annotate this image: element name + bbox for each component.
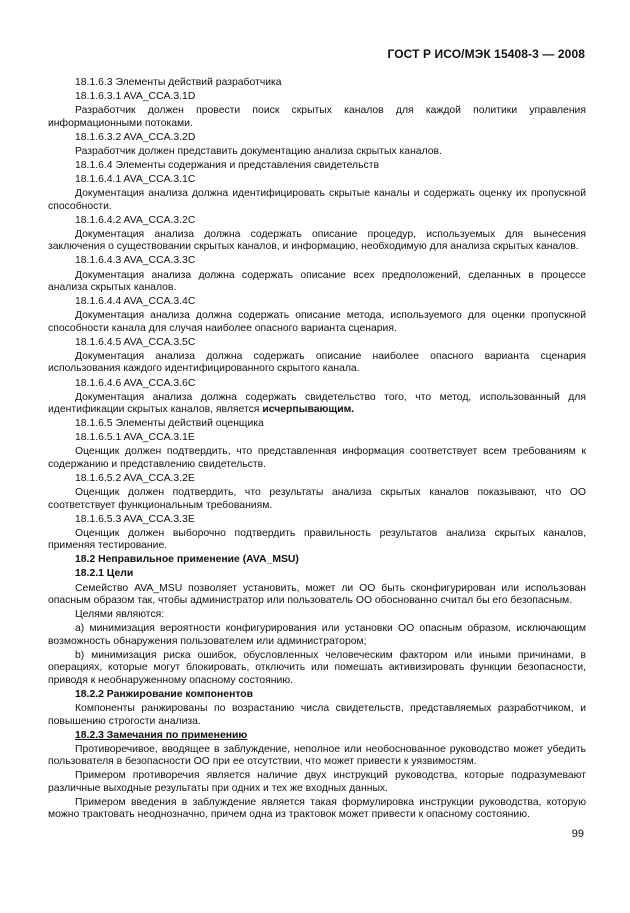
paragraph: Противоречивое, вводящее в заблуждение, неполное или необоснованное руководство может убедить пользователя в безопасности ОО при ее отсутствии, что может привести к уязвимостям. — [48, 743, 586, 768]
element-id: 18.1.6.5.3 AVA_CCA.3.3E — [75, 513, 195, 525]
page-body — [48, 77, 586, 823]
element-id: 18.1.6.5.2 AVA_CCA.3.2E — [75, 472, 195, 484]
underlined-heading: 18.2.3 Замечания по применению — [75, 729, 248, 741]
paragraph: Семейство AVA_MSU позволяет установить, может ли ОО быть сконфигурирован или использован опасным образом так, чтобы администратор или пользователь ОО обоснованно считал бы его безопасным. — [48, 582, 586, 607]
page-number: 99 — [571, 828, 584, 840]
element-id: 18.1.6.4.6 AVA_CCA.3.6C — [75, 377, 196, 389]
paragraph-text: Документация анализа должна содержать свидетельство того, что метод, использованный для идентификации скрытых каналов, является — [48, 391, 586, 416]
paragraph: Компоненты ранжированы по возрастанию числа свидетельств, представляемых разработчиком, и повышению строгости анализа. — [48, 703, 586, 727]
subsection-heading — [48, 730, 586, 743]
element-id: 18.1.6.4.1 AVA_CCA.3.1C — [75, 174, 196, 186]
paragraph: Примером противоречия является наличие двух инструкций руководства, которые подразумевают различные выходные результаты при одних и тех же входных данных. — [48, 770, 586, 794]
paragraph: Оценщик должен подтвердить, что представленная информация соответствует всем требованиям к содержанию и представлению свидетельств. — [48, 446, 586, 470]
paragraph: Целями являются: — [75, 609, 165, 621]
paragraph: Оценщик должен подтвердить, что результаты анализа скрытых каналов показывают, что ОО соответствует функциональным требованиям. — [48, 487, 586, 511]
list-item: а) минимизация вероятности конфигурирования или установки ОО опасным образом, исключающим возможность обнаружения пользователем или администратором; — [48, 623, 586, 647]
section-heading: 18.2 Неправильное применение (AVA_MSU) — [75, 554, 299, 566]
paragraph — [48, 392, 586, 417]
element-id: 18.1.6.5.1 AVA_CCA.3.1E — [75, 432, 195, 444]
paragraph: Оценщик должен выборочно подтвердить правильность результатов анализа скрытых каналов, применяя тестирование. — [48, 527, 586, 552]
subsection-heading: 18.1.6.3 Элементы действий разработчика — [75, 77, 282, 88]
paragraph: Документация анализа должна содержать описание процедур, используемых для вынесения заключения о существовании скрытых каналов, и информацию, необходимую для анализа скрытых каналов. — [48, 228, 586, 253]
paragraph: Документация анализа должна содержать описание всех предположений, сделанных в процессе анализа скрытых каналов. — [48, 269, 586, 294]
list-item: b) минимизация риска ошибок, обусловленных человеческим фактором или иными причинами, в операциях, которые могут блокировать, отключить или помешать активизировать функции безопасности, приводя к необнаруженному опасному состоянию. — [48, 649, 586, 686]
paragraph: Примером введения в заблуждение является такая формулировка инструкции руководства, которую можно трактовать неоднозначно, причем одна из трактовок может привести к опасному состоянию. — [48, 796, 586, 821]
paragraph: Разработчик должен представить документацию анализа скрытых каналов. — [75, 145, 442, 157]
element-id: 18.1.6.3.2 AVA_CCA.3.2D — [75, 131, 196, 143]
subsection-heading: 18.1.6.4 Элементы содержания и представления свидетельств — [75, 159, 379, 171]
subsection-heading: 18.1.6.5 Элементы действий оценщика — [75, 418, 264, 430]
element-id: 18.1.6.3.1 AVA_CCA.3.1D — [75, 91, 196, 103]
paragraph: Разработчик должен провести поиск скрытых каналов для каждой политики управления информационными потоками. — [48, 105, 586, 129]
paragraph: Документация анализа должна содержать описание метода, используемого для оценки пропускной способности канала для случая наиболее опасного варианта сценария. — [48, 310, 586, 334]
subsection-heading: 18.2.1 Цели — [75, 568, 134, 580]
element-id: 18.1.6.4.4 AVA_CCA.3.4C — [75, 296, 196, 308]
subsection-heading: 18.2.2 Ранжирование компонентов — [75, 688, 254, 700]
element-id: 18.1.6.4.2 AVA_CCA.3.2C — [75, 214, 196, 226]
emphasis-text: исчерпывающим. — [262, 404, 355, 416]
element-id: 18.1.6.4.3 AVA_CCA.3.3C — [75, 255, 196, 267]
standard-header: ГОСТ Р ИСО/МЭК 15408-3 — 2008 — [387, 47, 585, 61]
paragraph: Документация анализа должна содержать описание наиболее опасного варианта сценария использования каждого идентифицированного скрытого канала. — [48, 350, 586, 375]
paragraph: Документация анализа должна идентифицировать скрытые каналы и содержать оценку их пропускной способности. — [48, 188, 586, 212]
element-id: 18.1.6.4.5 AVA_CCA.3.5C — [75, 336, 196, 348]
